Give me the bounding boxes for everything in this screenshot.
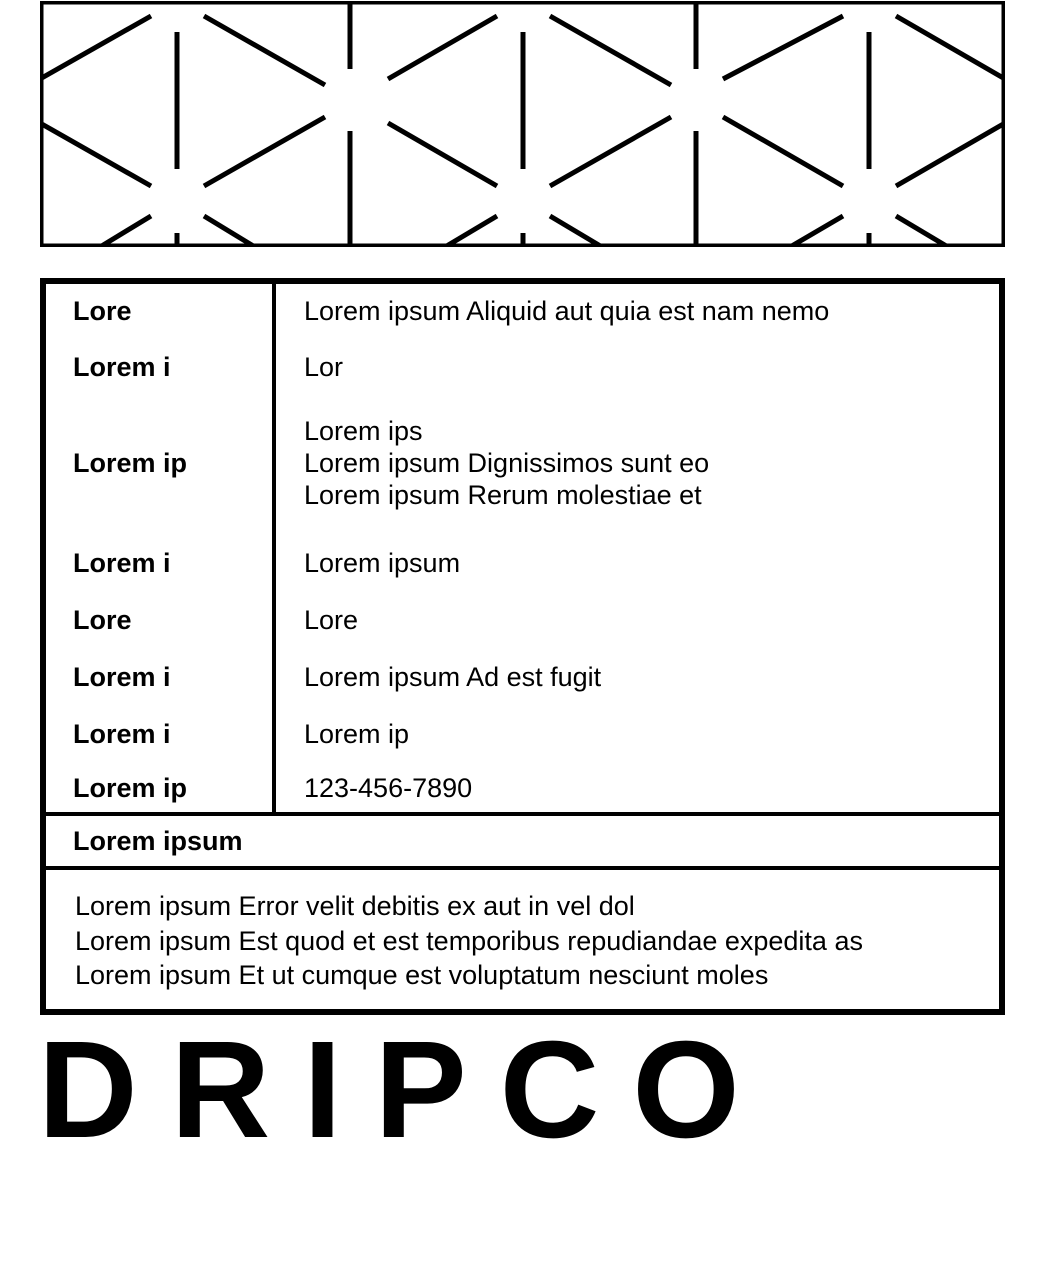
spec-label: Lorem i [73,662,171,692]
geometric-pattern [40,1,1005,247]
spec-label: Lorem ip [73,448,188,478]
spec-value: Lorem ips Lorem ipsum Dignissimos sunt eo Lorem ipsum Rerum molestiae et [304,416,710,510]
section-divider-bottom [46,866,999,870]
geometric-pattern-banner [40,1,1005,247]
spec-value-phone: 123-456-7890 [304,773,473,803]
notes-line: Lorem ipsum Est quod et est temporibus repudiandae expedita as [75,925,863,956]
spec-value: Lorem ipsum Ad est fugit [304,662,602,692]
brand-wordmark: DRIPCO [38,1013,773,1167]
spec-value: Lorem ipsum [304,548,461,578]
spec-label: Lorem i [73,719,171,749]
spec-label: Lore [73,605,132,635]
spec-value: Lorem ip [304,719,410,749]
notes-line: Lorem ipsum Error velit debitis ex aut in vel dol [75,891,635,921]
section-title: Lorem ipsum [73,826,243,856]
spec-value: Lore [304,605,359,635]
notes-line: Lorem ipsum Et ut cumque est voluptatum nesciunt moles [75,960,769,990]
notes-block [75,889,863,993]
spec-value: Lorem ipsum Aliquid aut quia est nam nemo [304,296,830,326]
spec-label: Lorem ip [73,773,188,803]
spec-table [40,278,1005,1015]
column-divider [272,284,276,812]
section-divider-top [46,812,999,816]
spec-label: Lorem i [73,548,171,578]
spec-label: Lore [73,296,132,326]
spec-label: Lorem i [73,352,171,382]
spec-value: Lor [304,352,344,382]
